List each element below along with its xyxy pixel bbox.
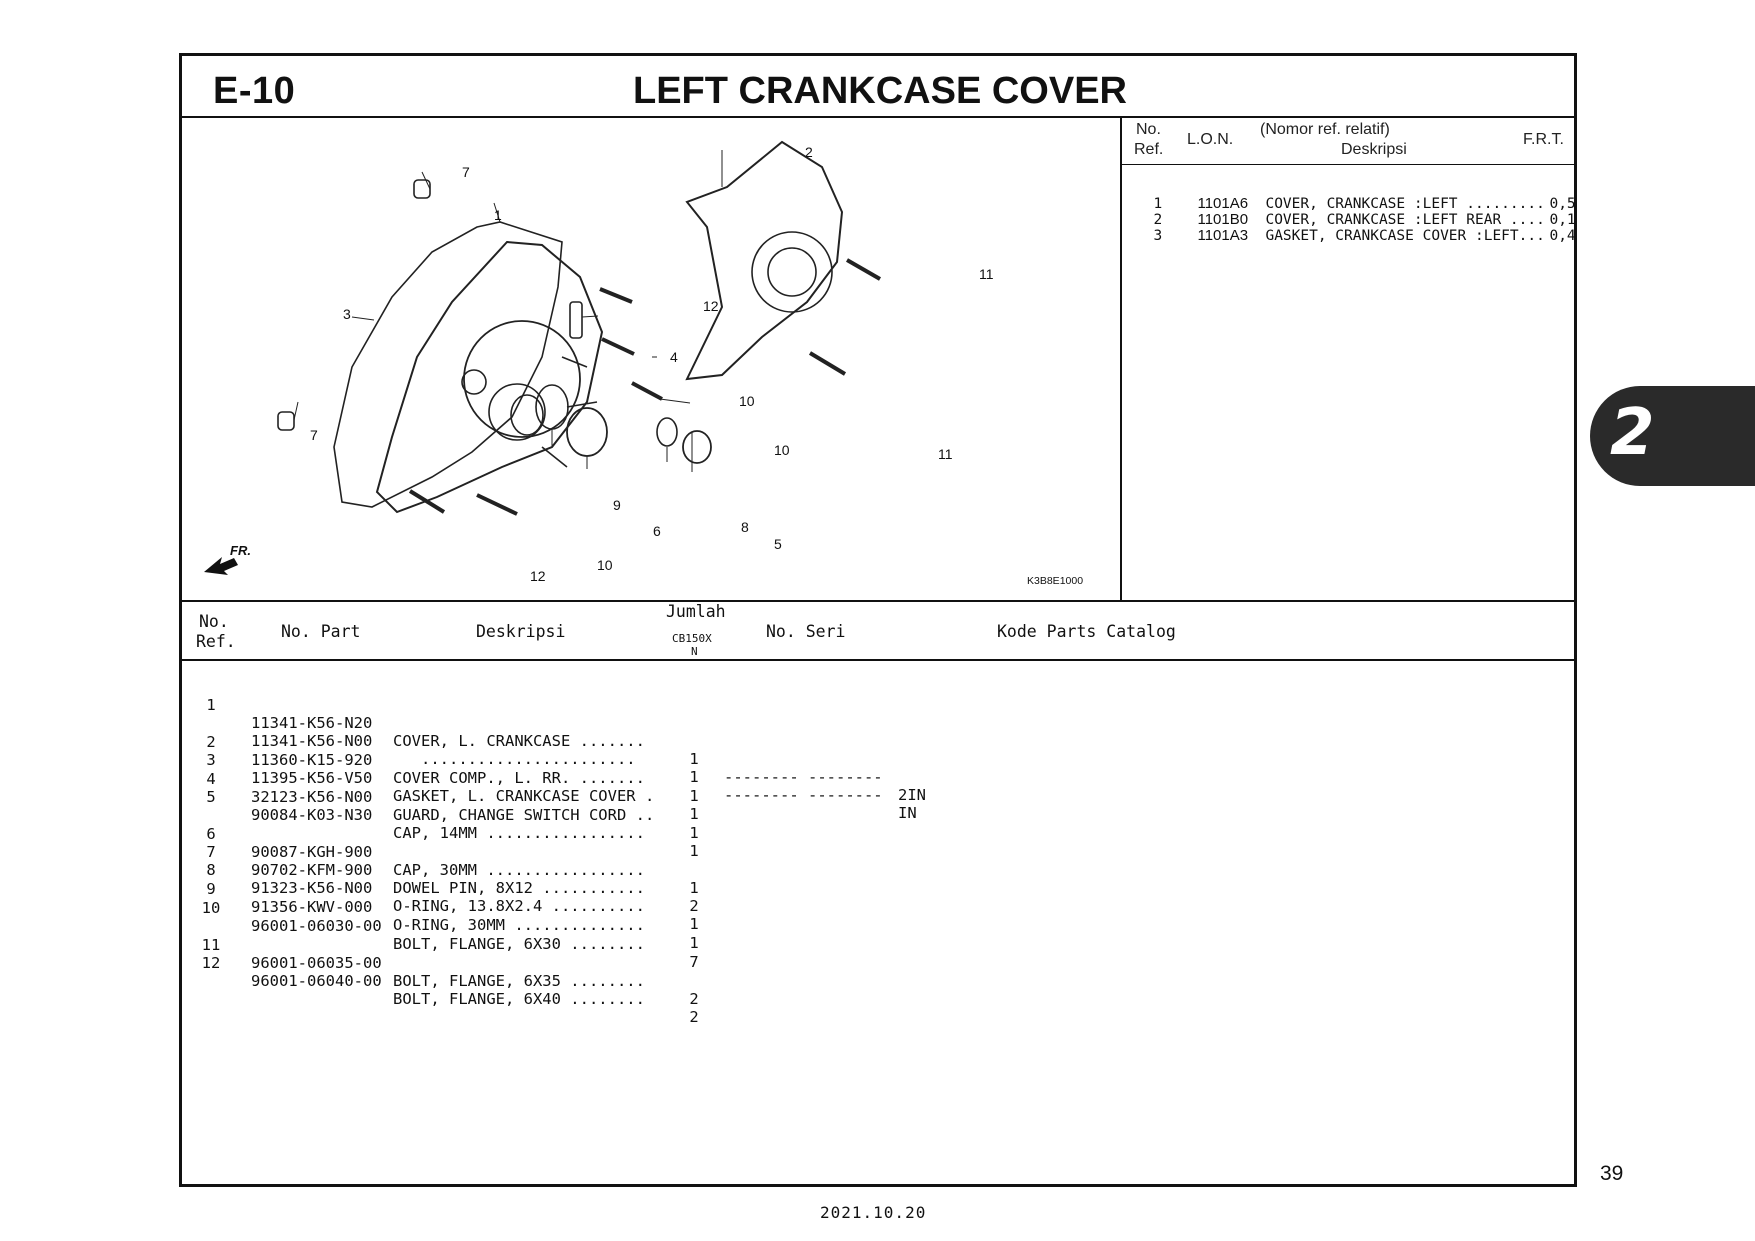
lon-deskripsi-label: Deskripsi (1341, 141, 1407, 158)
row-quantity: 1 (689, 750, 699, 768)
callout-7-upper: 7 (462, 164, 470, 180)
row-part-number: 90087-KGH-900 (251, 843, 373, 861)
row-serial: -------- -------- (724, 786, 883, 804)
row-quantity: 2 (689, 1008, 699, 1026)
diagram-bottom-divider (182, 600, 1576, 602)
rear-cover-ring-inner (768, 248, 816, 296)
bolt-11-upper (847, 260, 880, 279)
lon-desc: COVER, CRANKCASE :LEFT ......... (1265, 196, 1545, 212)
row-ref: 9 (206, 880, 216, 898)
row-description: COVER, L. CRANKCASE ....... (393, 732, 645, 750)
row-ref: 10 (201, 899, 221, 917)
row-description: O-RING, 13.8X2.4 .......... (393, 897, 645, 915)
fr-label: FR. (230, 543, 251, 558)
row-part-number: 11360-K15-920 (251, 751, 373, 769)
parts-ref-label: Ref. (196, 632, 236, 651)
row-quantity: 2 (689, 897, 699, 915)
row-description: BOLT, FLANGE, 6X40 ........ (393, 990, 645, 1008)
bolt-10-c (477, 495, 517, 514)
figure-code: K3B8E1000 (1027, 575, 1084, 587)
page-number: 39 (1600, 1162, 1624, 1185)
lon-frt: 0,1 (1549, 212, 1576, 228)
row-ref: 1 (206, 696, 216, 714)
bolt-12-lower (410, 491, 444, 512)
lon-code: 1101B0 (1197, 211, 1249, 228)
bolt-11-lower (810, 353, 845, 374)
parts-part-label: No. Part (281, 622, 361, 641)
lon-ref-label: Ref. (1134, 141, 1164, 158)
lon-header-divider (1122, 164, 1576, 165)
row-ref: 4 (206, 770, 216, 788)
callout-10-a: 10 (739, 393, 755, 409)
leader-lines (294, 150, 722, 472)
section-code: E-10 (213, 70, 296, 112)
lon-lon-label: L.O.N. (1187, 131, 1234, 148)
lon-ref: 1 (1153, 196, 1163, 212)
row-ref: 11 (201, 936, 221, 954)
row-ref: 2 (206, 733, 216, 751)
callout-6: 6 (653, 523, 661, 539)
rear-cover-body (687, 142, 842, 379)
row-description: GASKET, L. CRANKCASE COVER . (393, 787, 655, 805)
parts-no-label: No. (199, 612, 229, 631)
dowel-pin-lower (278, 412, 294, 430)
cap-30mm (567, 408, 607, 456)
row-quantity: 1 (689, 879, 699, 897)
row-serial-suffix: 2IN (898, 786, 926, 804)
parts-model-sub-label: N (691, 645, 698, 658)
lon-desc: GASKET, CRANKCASE COVER :LEFT... (1265, 228, 1545, 244)
bolt-12-upper (600, 289, 632, 302)
cover-boss-hole (511, 395, 543, 435)
print-date: 2021.10.20 (820, 1203, 927, 1222)
callout-1: 1 (494, 207, 502, 223)
row-part-number: 11341-K56-N00 (251, 732, 373, 750)
section-tab (1590, 386, 1755, 486)
row-description: COVER COMP., L. RR. ....... (393, 769, 645, 787)
row-part-number: 11341-K56-N20 (251, 714, 373, 732)
page-title: LEFT CRANKCASE COVER (632, 70, 1128, 112)
cover-boss-outer (464, 321, 580, 437)
callout-12-upper: 12 (703, 298, 719, 314)
row-ref: 3 (206, 751, 216, 769)
row-serial-suffix: IN (898, 804, 917, 822)
o-ring-13-8 (657, 418, 677, 446)
row-quantity: 1 (689, 787, 699, 805)
row-part-number: 91323-K56-N00 (251, 879, 373, 897)
parts-kode-label: Kode Parts Catalog (997, 622, 1176, 641)
row-description: BOLT, FLANGE, 6X30 ........ (393, 935, 645, 953)
row-part-number: 90084-K03-N30 (251, 806, 373, 824)
parts-model-label: CB150X (672, 632, 712, 645)
row-description: CAP, 14MM ................. (393, 824, 645, 842)
row-quantity: 7 (689, 953, 699, 971)
bolt-10-a (602, 339, 634, 354)
callout-8: 8 (741, 519, 749, 535)
row-quantity: 1 (689, 824, 699, 842)
lon-frt: 0,4 (1549, 228, 1576, 244)
row-ref: 7 (206, 843, 216, 861)
row-description: GUARD, CHANGE SWITCH CORD .. (393, 806, 655, 824)
callout-2: 2 (805, 144, 813, 160)
lon-nomor-ref-label: (Nomor ref. relatif) (1260, 121, 1390, 138)
fr-arrow (204, 557, 238, 575)
row-part-number: 11395-K56-V50 (251, 769, 373, 787)
row-quantity: 1 (689, 768, 699, 786)
callout-10-b: 10 (774, 442, 790, 458)
row-part-number: 90702-KFM-900 (251, 861, 373, 879)
dowel-pin-upper (414, 180, 430, 198)
lon-frt: 0,5 (1549, 196, 1576, 212)
diagram-divider (1120, 116, 1122, 601)
lon-code: 1101A6 (1197, 195, 1249, 212)
row-part-number: 91356-KWV-000 (251, 898, 373, 916)
gasket-outline (334, 222, 562, 507)
parts-seri-label: No. Seri (766, 622, 846, 641)
row-quantity: 1 (689, 915, 699, 933)
callout-3: 3 (343, 306, 351, 322)
row-part-number: 96001-06030-00 (251, 917, 382, 935)
row-ref: 12 (201, 954, 221, 972)
callout-11-lower: 11 (938, 446, 953, 462)
callout-10-c: 10 (597, 557, 613, 573)
lon-ref: 3 (1153, 228, 1163, 244)
row-part-number: 96001-06040-00 (251, 972, 382, 990)
parts-jumlah-label: Jumlah (666, 602, 726, 621)
cover-small-boss (462, 370, 486, 394)
row-quantity: 2 (689, 990, 699, 1008)
row-part-number: 96001-06035-00 (251, 954, 382, 972)
row-ref: 6 (206, 825, 216, 843)
callout-11-upper: 11 (979, 266, 994, 282)
row-quantity: 1 (689, 934, 699, 952)
callout-7-lower: 7 (310, 427, 318, 443)
lon-ref: 2 (1153, 212, 1163, 228)
crankcase-cover-body (377, 242, 602, 512)
row-description: DOWEL PIN, 8X12 ........... (393, 879, 645, 897)
row-part-number: 32123-K56-N00 (251, 788, 373, 806)
row-ref: 5 (206, 788, 216, 806)
o-ring-30mm (536, 385, 568, 429)
section-tab-number: 2 (1610, 396, 1655, 470)
lon-desc: COVER, CRANKCASE :LEFT REAR .... (1265, 212, 1545, 228)
callout-9: 9 (613, 497, 621, 513)
lon-row (1136, 212, 1576, 244)
row-description: BOLT, FLANGE, 6X35 ........ (393, 972, 645, 990)
parts-header-divider (182, 659, 1576, 661)
row-quantity: 1 (689, 805, 699, 823)
parts-desc-label: Deskripsi (476, 622, 566, 641)
row-quantity: 1 (689, 842, 699, 860)
rear-cover-ring-outer (752, 232, 832, 312)
row-description: CAP, 30MM ................. (393, 861, 645, 879)
row-description: ....................... (393, 750, 636, 768)
cap-14mm (683, 431, 711, 463)
row-description: O-RING, 30MM .............. (393, 916, 645, 934)
bolt-10-b (632, 383, 662, 399)
lon-frt-label: F.R.T. (1523, 131, 1564, 148)
exploded-parts-diagram (182, 117, 1120, 600)
callout-5: 5 (774, 536, 782, 552)
guard-switch-cord (570, 302, 582, 338)
callout-4: 4 (670, 349, 678, 365)
lon-code: 1101A3 (1197, 227, 1249, 244)
row-ref: 8 (206, 861, 216, 879)
row-serial: -------- -------- (724, 768, 883, 786)
callout-12-lower: 12 (530, 568, 546, 584)
lon-no-label: No. (1136, 121, 1161, 138)
